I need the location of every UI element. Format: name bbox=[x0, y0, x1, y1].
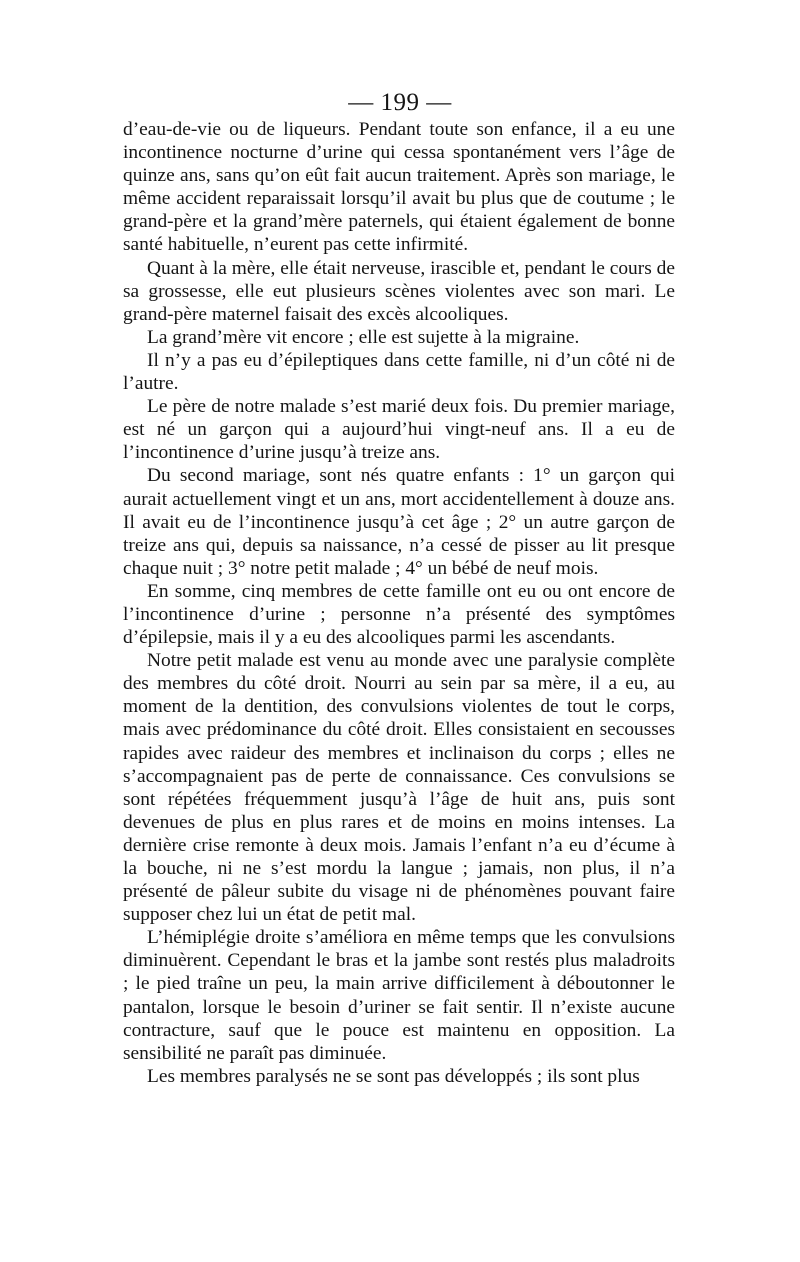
paragraph-10: Les membres paralysés ne se sont pas développés ; ils sont plus bbox=[147, 1065, 640, 1087]
paragraph-2: Quant à la mère, elle était nerveuse, irascible et, pendant le cours de sa grossesse, elle eut plusieurs scènes violentes avec son mari. Le grand-père maternel faisait des excès alcooliques. bbox=[123, 257, 675, 325]
paragraph-6: Du second mariage, sont nés quatre enfants : 1° un garçon qui aurait actuellement vingt et un ans, mort accidentellement à douze ans. Il avait eu de l’incontinence jusqu’à cet âge ; 2° un autre garçon de treize ans qui, depuis sa naissance, n’a cessé de pisser au lit presque chaque nuit ; 3° notre petit malade ; 4° un bébé de neuf mois. bbox=[123, 465, 675, 579]
paragraph-4: Il n’y a pas eu d’épileptiques dans cette famille, ni d’un côté ni de l’autre. bbox=[123, 349, 675, 395]
paragraph-7: En somme, cinq membres de cette famille ont eu ou ont encore de l’incontinence d’urine ; personne n’a présenté des symptômes d’épilepsie, mais il y a eu des alcooliques parmi les ascendants. bbox=[123, 580, 675, 649]
paragraph-5: Le père de notre malade s’est marié deux fois. Du premier mariage, est né un garçon qui a aujourd’hui vingt-neuf ans. Il a eu de l’incontinence d’urine jusqu’à treize ans. bbox=[123, 396, 675, 464]
page-number: — 199 — bbox=[348, 89, 452, 116]
paragraph-8: Notre petit malade est venu au monde avec une paralysie complète des membres du côté droit. Nourri au sein par sa mère, il a eu, au moment de la dentition, des convulsions violentes de tout le corps, mais avec prédominance du côté droit. Elles consistaient en secousses rapides avec raideur des membres et inclinaison du corps ; elles ne s’accompagnaient pas de perte de connaissance. Ces convulsions se sont répétées fréquemment jusqu’à l’âge de huit ans, puis sont devenues de plus en plus rares et de moins en moins intenses. La dernière crise remonte à deux mois. Jamais l’enfant n’a eu d’écume à la bouche, ni ne s’est mordu la langue ; jamais, non plus, il n’a présenté de pâleur subite du visage ni de phénomènes pouvant faire supposer chez lui un état de petit mal. bbox=[123, 650, 675, 926]
paragraph-9: L’hémiplégie droite s’améliora en même temps que les convulsions diminuèrent. Cependant le bras et la jambe sont restés plus maladroits ; le pied traîne un peu, la main arrive difficilement à déboutonner le pantalon, lorsque le besoin d’uriner se fait sentir. Il n’existe aucune contracture, sauf que le pouce est maintenu en opposition. La sensibilité ne paraît pas diminuée. bbox=[123, 927, 675, 1064]
paragraph-1: d’eau-de-vie ou de liqueurs. Pendant toute son enfance, il a eu une incontinence nocturne d’urine qui cessa spontanément vers l’âge de quinze ans, sans qu’on eût fait aucun traitement. Après son mariage, le même accident reparaissait lorsqu’il avait bu plus que de coutume ; le grand-père et la grand’mère paternels, qui étaient également de bonne santé habituelle, n’eurent pas cette infirmité. bbox=[123, 119, 675, 256]
body-text bbox=[123, 118, 675, 1088]
paragraph-3: La grand’mère vit encore ; elle est sujette à la migraine. bbox=[147, 326, 580, 348]
